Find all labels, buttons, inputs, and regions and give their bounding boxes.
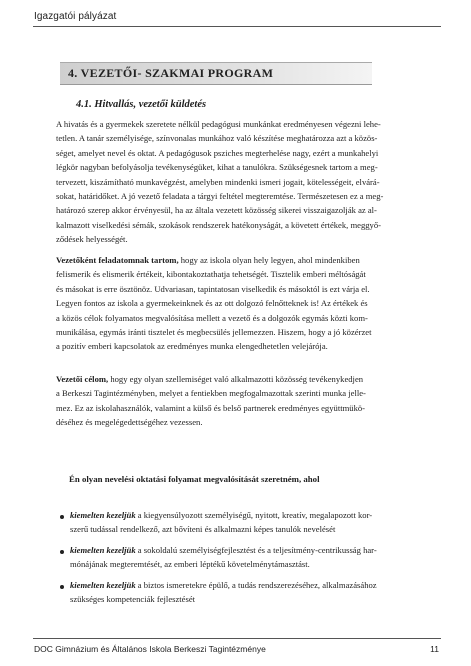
text-span: hogy az iskola olyan hely legyen, ahol mindenkiben (178, 255, 360, 265)
text-line: a közös célok folyamatos megvalósítása mellett a vezető és a dolgozók egymás közti kom- (56, 312, 368, 323)
text-line: tervezett, kiszámítható munkavégzést, amelyben mindenki ismeri jogait, kötelességeit, elvárá- (56, 176, 380, 187)
text-line: mez. Ez az iskolahasználók, valamint a külső és belső partnerek eredményes együttmükö- (56, 402, 366, 413)
bullet-item (70, 578, 420, 607)
emphasis: kiemelten kezeljük (70, 545, 136, 555)
text-line: mónájának megteremtését, az emberi léptékű követelménytámasztást. (70, 559, 310, 570)
emphasis: Vezetőként feladatomnak tartom, (56, 255, 179, 265)
emphasis: Vezetői célom, (56, 374, 109, 384)
page-number: 11 (430, 644, 439, 654)
text-line: határozó szerep akkor érvényesül, ha az általa vezetett közösség sikerei visszaigazolják az al- (56, 205, 377, 216)
text-line (56, 253, 420, 267)
section-banner (60, 62, 372, 85)
bullet-item (70, 543, 420, 572)
text-line: szerű tudással rendelkező, azt bővíteni és alkalmazni képes tanulók nevelését (70, 524, 336, 535)
text-line (70, 543, 420, 557)
lead-sentence: Én olyan nevelési oktatási folyamat megvalósítását szeretném, ahol (69, 474, 320, 484)
paragraph-mission (56, 117, 420, 247)
text-line: légkör nagyban befolyásolja tevékenységüket, kihat a tanulókra. Szükségesnek tartom a meg- (56, 162, 378, 173)
text-line: munikálása, egymás iránti tisztelet és megbecsülés jellemezzen. Hiszem, hogy a jó közérzet (56, 327, 372, 338)
text-line: szükséges kompetenciák fejlesztését (70, 594, 196, 605)
text-line: ződések helyességét. (56, 234, 128, 245)
text-span: a sokoldalú személyiségfejlesztést és a teljesítmény-centrikusság har- (135, 545, 377, 555)
running-header: Igazgatói pályázat (34, 11, 117, 22)
text-line (70, 578, 420, 592)
header-divider (33, 26, 441, 27)
text-line: déséhez és megelégedettségéhez vezessen. (56, 417, 203, 428)
bullet-item (70, 508, 420, 537)
text-line (56, 372, 420, 386)
bullet-dot (60, 515, 64, 519)
text-span: a kiegyensúlyozott személyiségű, nyitott, kreatív, megalapozott kor- (135, 510, 373, 520)
text-line: sokat, határidőket. A jó vezető feladata a tárgyi feltétel megteremtése. Természetesen ez a meg- (56, 191, 384, 202)
bullet-dot (60, 550, 64, 554)
paragraph-leadership (56, 253, 420, 354)
subsection-title: 4.1. Hitvallás, vezetői küldetés (76, 99, 207, 110)
text-line (70, 508, 420, 522)
footer-text: DOC Gimnázium és Általános Iskola Berkeszi Tagintézménye (34, 644, 266, 654)
text-line: A hivatás és a gyermekek szeretete nélkül pedagógusi munkánkat eredményesen végezni lehe- (56, 119, 381, 129)
text-line: Legyen fontos az iskola a gyermekeinknek és az ott dolgozó felnőtteknek is! Az értékek és (56, 298, 368, 309)
emphasis: kiemelten kezeljük (70, 580, 136, 590)
section-title: 4. VEZETŐI- SZAKMAI PROGRAM (68, 66, 274, 80)
text-line: tetlen. A tanár személyisége, színvonalas munkához való készítése meghatározza azt a közös- (56, 133, 378, 144)
paragraph-goal (56, 372, 420, 430)
text-span: hogy egy olyan szellemiséget való alkalmazotti közösség tevékenykedjen (108, 374, 364, 384)
bullet-dot (60, 585, 64, 589)
footer-divider (33, 638, 441, 639)
text-line: és másokat is erre ösztönöz. Udvariasan, tapintatosan viselkedik és másoktól is ezt várja el. (56, 283, 370, 294)
text-line: a pozitív emberi kapcsolatok az eredményes munka elengedhetetlen velejárója. (56, 341, 328, 352)
text-span: a biztos ismeretekre épülő, a tudás rendszerezéséhez, alkalmazásához (135, 580, 377, 590)
text-line: felismerik és elismerik értékeit, kibontakoztathatja tehetségét. Tisztelik emberi méltóságát (56, 269, 366, 280)
text-line: séget, amelyet nevel és oktat. A pedagógusok psziches megterhelése nagy, ezért a munkahelyi (56, 147, 379, 158)
text-line: kalmazott viselkedési sémák, szokások rendszerek hatékonyságát, a követett értékek, meggyő- (56, 219, 382, 230)
text-line: a Berkeszi Tagintézményben, melyet a fentiekben megfogalmazottak szerinti munka jelle- (56, 388, 366, 399)
emphasis: kiemelten kezeljük (70, 510, 136, 520)
